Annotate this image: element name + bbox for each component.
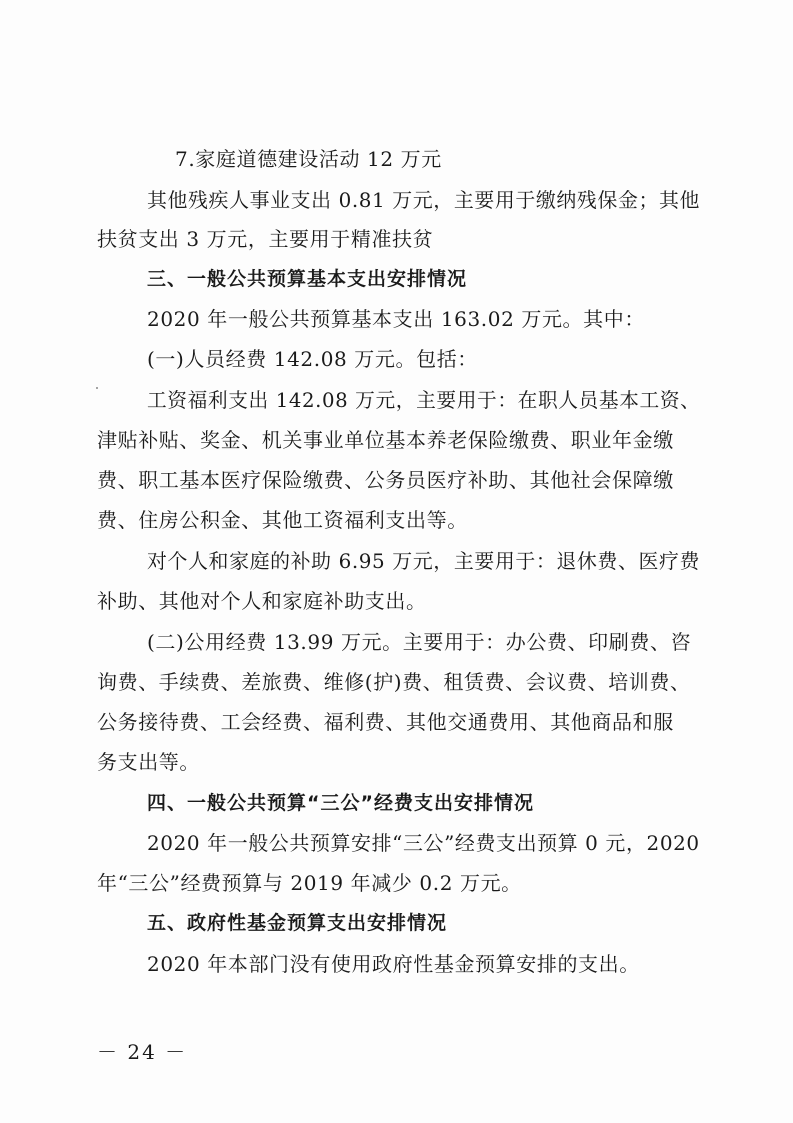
section-heading-4: 四、一般公共预算“三公”经费支出安排情况 [147, 792, 534, 814]
text-line-14: 询费、手续费、差旅费、维修(护)费、租赁费、会议费、培训费、 [97, 670, 691, 694]
text-line-11: 对个人和家庭的补助 6.95 万元，主要用于：退休费、医疗费 [147, 549, 701, 573]
text-line-19: 年“三公”经费预算与 2019 年减少 0.2 万元。 [97, 871, 522, 895]
text-line-9: 费、职工基本医疗保险缴费、公务员医疗补助、其他社会保障缴 [97, 468, 674, 492]
text-line-10: 费、住房公积金、其他工资福利支出等。 [97, 508, 468, 532]
section-heading-3: 三、一般公共预算基本支出安排情况 [147, 268, 468, 290]
section-heading-5: 五、政府性基金预算支出安排情况 [147, 912, 448, 934]
text-line-21: 2020 年本部门没有使用政府性基金预算安排的支出。 [147, 952, 640, 976]
text-line-1: 7.家庭道德建设活动 12 万元 [175, 147, 442, 171]
text-line-16: 务支出等。 [97, 750, 200, 774]
text-line-2: 其他残疾人事业支出 0.81 万元，主要用于缴纳残保金；其他 [147, 188, 701, 212]
text-line-12: 补助、其他对个人和家庭补助支出。 [97, 589, 427, 613]
text-line-13: (二)公用经费 13.99 万元。主要用于：办公费、印刷费、咨 [147, 630, 692, 654]
page-number: － 24 － [97, 1040, 188, 1064]
text-line-15: 公务接待费、工会经费、福利费、其他交通费用、其他商品和服 [97, 710, 674, 734]
scan-speck [96, 387, 98, 389]
text-line-6: (一)人员经费 142.08 万元。包括： [147, 347, 478, 371]
text-line-7: 工资福利支出 142.08 万元，主要用于：在职人员基本工资、 [147, 388, 701, 412]
text-line-5: 2020 年一般公共预算基本支出 163.02 万元。其中： [147, 307, 645, 331]
text-line-8: 津贴补贴、奖金、机关事业单位基本养老保险缴费、职业年金缴 [97, 428, 674, 452]
text-line-3: 扶贫支出 3 万元，主要用于精准扶贫 [97, 227, 434, 251]
text-line-18: 2020 年一般公共预算安排“三公”经费支出预算 0 元，2020 [147, 831, 700, 855]
